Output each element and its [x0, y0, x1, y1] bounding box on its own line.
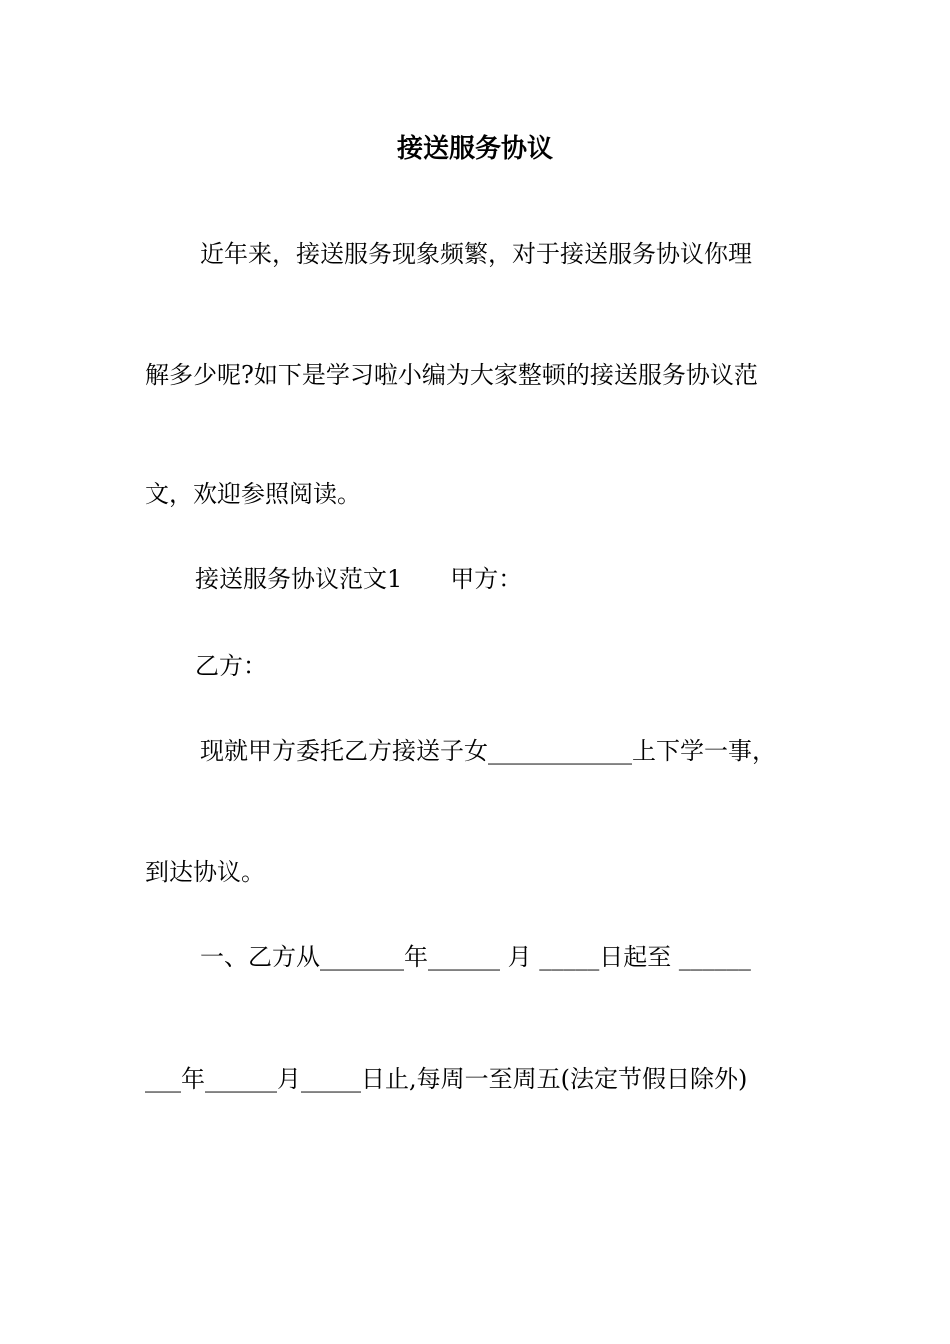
paragraph-intro-line-3: 文，欢迎参照阅读。 — [145, 480, 361, 508]
paragraph-intro-line-2: 解多少呢?如下是学习啦小编为大家整顿的接送服务协议范 — [145, 361, 758, 389]
clause-one-line-2: ___年______月_____日止,每周一至周五(法定节假日除外) — [145, 1065, 748, 1093]
clause-one-line-1: 一、乙方从_______年______ 月 _____日起至 ______ — [200, 943, 751, 971]
document-title: 接送服务协议 — [396, 134, 553, 164]
sample-heading-party-a: 接送服务协议范文1 甲方： — [195, 565, 523, 593]
party-b-line: 乙方： — [195, 652, 267, 680]
paragraph-entrust-line-1: 现就甲方委托乙方接送子女____________上下学一事， — [200, 737, 776, 765]
paragraph-intro-line-1: 近年来，接送服务现象频繁，对于接送服务协议你理 — [200, 240, 752, 268]
paragraph-entrust-line-2: 到达协议。 — [145, 858, 265, 886]
